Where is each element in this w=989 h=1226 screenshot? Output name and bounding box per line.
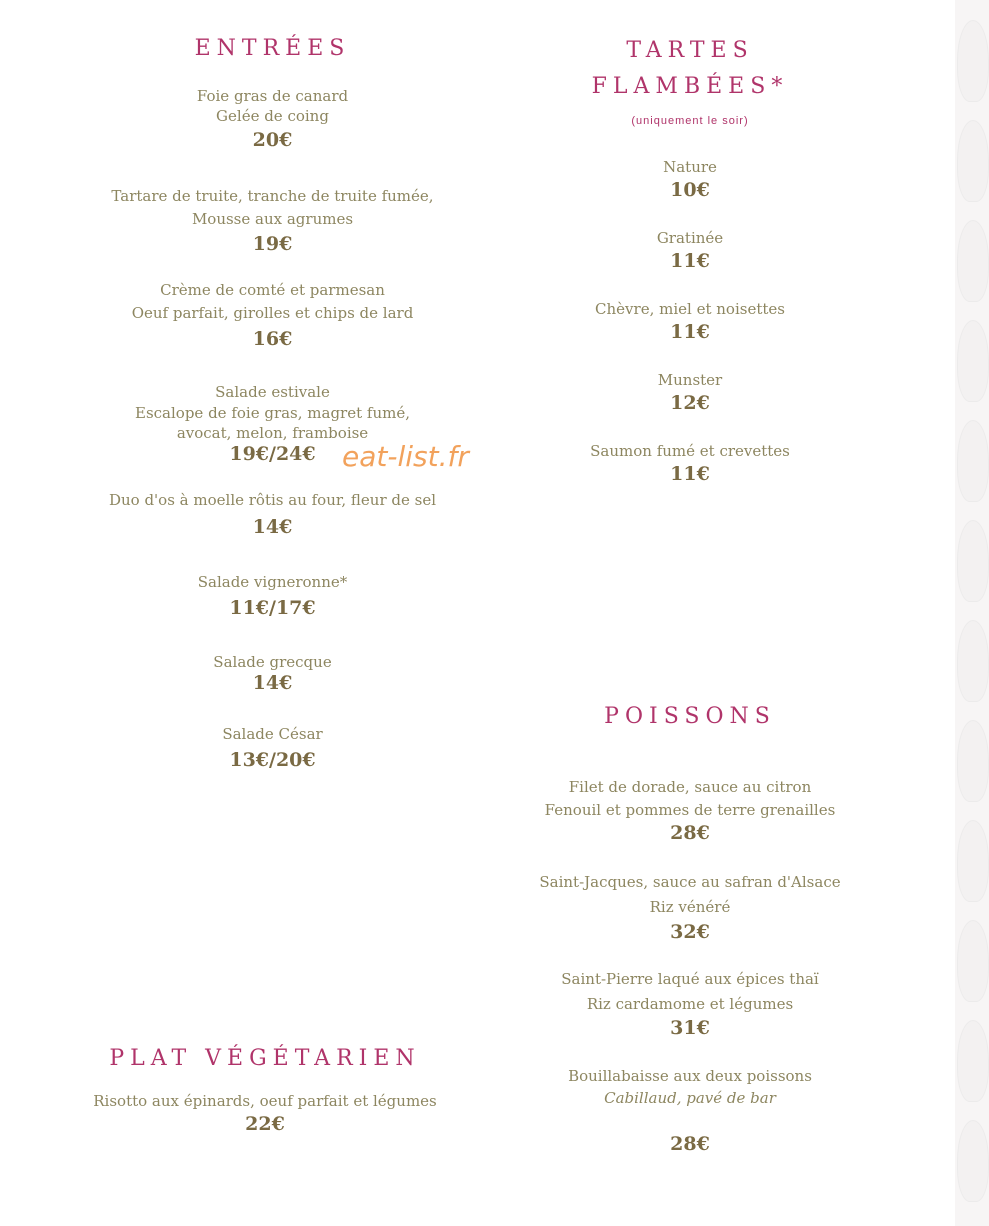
leaf-pattern-icon xyxy=(957,220,989,302)
leaf-pattern-icon xyxy=(957,420,989,502)
decorative-pattern-strip xyxy=(955,0,989,1226)
menu-item-description: Nature xyxy=(663,158,717,176)
menu-item-description: Riz vénéré xyxy=(649,898,731,916)
menu-item-description: Saumon fumé et crevettes xyxy=(590,442,790,460)
leaf-pattern-icon xyxy=(957,1120,989,1202)
menu-item-description: Mousse aux agrumes xyxy=(191,210,354,228)
poissons-heading: POISSONS xyxy=(604,704,776,729)
menu-item-price: 11€ xyxy=(670,321,710,343)
tartes-heading: FLAMBÉES* xyxy=(591,74,789,99)
menu-item-price: 11€ xyxy=(670,250,710,272)
menu-item-description: avocat, melon, framboise xyxy=(176,424,369,442)
menu-item-price: 13€/20€ xyxy=(229,749,316,771)
menu-item-price: 22€ xyxy=(245,1113,285,1135)
menu-item-price: 20€ xyxy=(252,129,293,151)
menu-item-description: Risotto aux épinards, oeuf parfait et légumes xyxy=(93,1092,437,1110)
leaf-pattern-icon xyxy=(957,520,989,602)
leaf-pattern-icon xyxy=(957,920,989,1002)
leaf-pattern-icon xyxy=(957,120,989,202)
menu-item-description: Duo d'os à moelle rôtis au four, fleur de sel xyxy=(108,491,437,509)
leaf-pattern-icon xyxy=(957,1020,989,1102)
menu-item-price: 11€ xyxy=(670,463,710,485)
leaf-pattern-icon xyxy=(957,620,989,702)
menu-item-description: Salade vigneronne* xyxy=(197,573,348,591)
menu-item-price: 28€ xyxy=(670,822,710,844)
leaf-pattern-icon xyxy=(957,820,989,902)
menu-item-price: 19€/24€ xyxy=(229,443,316,465)
entrees-heading: ENTRÉES xyxy=(194,36,351,61)
tartes-heading: TARTES xyxy=(626,38,754,63)
menu-item-price: 14€ xyxy=(252,672,293,694)
leaf-pattern-icon xyxy=(957,720,989,802)
menu-item-description: Oeuf parfait, girolles et chips de lard xyxy=(131,304,414,322)
menu-item-description: Saint-Pierre laqué aux épices thaï xyxy=(561,970,819,988)
menu-item-price: 19€ xyxy=(252,233,293,255)
menu-item-price: 32€ xyxy=(670,921,710,943)
menu-item-price: 12€ xyxy=(670,392,710,414)
menu-item-price: 31€ xyxy=(670,1017,710,1039)
menu-item-description: Salade César xyxy=(222,725,323,743)
menu-item-description: Bouillabaisse aux deux poissons xyxy=(568,1067,812,1085)
menu-item-description: Gratinée xyxy=(656,229,724,247)
menu-item-description: Tartare de truite, tranche de truite fumée, xyxy=(111,187,434,205)
menu-item-description: Salade estivale xyxy=(215,383,330,401)
vegetarien-heading: PLAT VÉGÉTARIEN xyxy=(109,1046,421,1071)
watermark: eat-list.fr xyxy=(342,440,469,473)
leaf-pattern-icon xyxy=(957,20,989,102)
menu-item-price: 28€ xyxy=(670,1133,710,1155)
menu-item-description: Chèvre, miel et noisettes xyxy=(595,300,785,318)
menu-item-description: Crème de comté et parmesan xyxy=(160,281,385,299)
menu-item-description: Escalope de foie gras, magret fumé, xyxy=(135,404,410,422)
menu-item-price: 11€/17€ xyxy=(229,597,316,619)
menu-item-price: 10€ xyxy=(670,179,710,201)
menu-item-description: Gelée de coing xyxy=(216,107,329,125)
menu-item-description: Fenouil et pommes de terre grenailles xyxy=(544,801,836,819)
menu-item-description: Salade grecque xyxy=(213,653,332,671)
menu-item-description: Foie gras de canard xyxy=(196,87,349,105)
menu-item-description: Saint-Jacques, sauce au safran d'Alsace xyxy=(539,873,841,891)
menu-item-price: 14€ xyxy=(252,516,293,538)
menu-item-description: Filet de dorade, sauce au citron xyxy=(568,778,812,796)
menu-item-description: Munster xyxy=(657,371,723,389)
menu-item-price: 16€ xyxy=(252,328,293,350)
menu-item-description: Cabillaud, pavé de bar xyxy=(604,1089,776,1107)
tartes-note: (uniquement le soir) xyxy=(631,115,749,127)
menu-item-description: Riz cardamome et légumes xyxy=(586,995,794,1013)
leaf-pattern-icon xyxy=(957,320,989,402)
